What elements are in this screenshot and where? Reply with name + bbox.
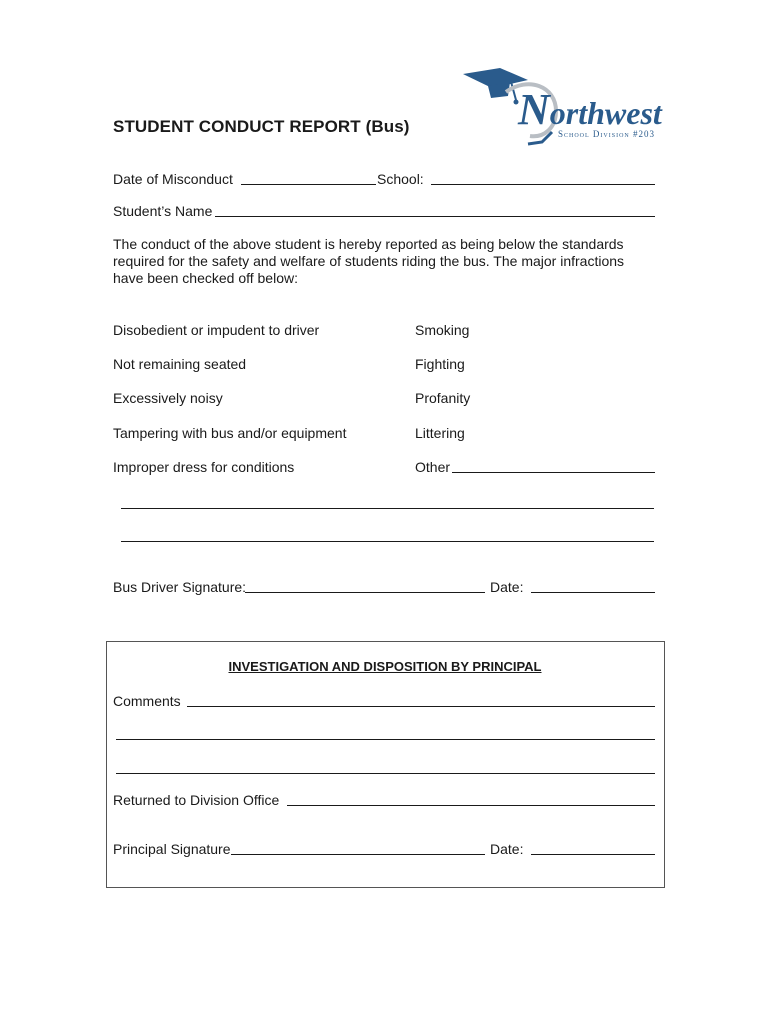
- comments-line[interactable]: [116, 739, 655, 740]
- school-label: School:: [377, 171, 424, 187]
- principal-section-title: INVESTIGATION AND DISPOSITION BY PRINCIPAL: [228, 659, 542, 674]
- student-name-label: Student’s Name: [113, 203, 213, 219]
- other-infraction-field[interactable]: [452, 472, 655, 473]
- infraction-item[interactable]: Smoking: [415, 322, 470, 338]
- principal-signature-label: Principal Signature: [113, 841, 231, 857]
- infraction-item[interactable]: Littering: [415, 425, 465, 441]
- date-of-misconduct-label: Date of Misconduct: [113, 171, 233, 187]
- principal-date-field[interactable]: [531, 854, 655, 855]
- comments-line[interactable]: [116, 773, 655, 774]
- driver-signature-field[interactable]: [245, 592, 485, 593]
- comments-label: Comments: [113, 693, 181, 709]
- instructions-paragraph: The conduct of the above student is hereby reported as being below the standards required for the safety and welfare of students riding the bus. The major infractions have been checked off below:: [113, 236, 625, 286]
- infraction-item[interactable]: Excessively noisy: [113, 390, 223, 406]
- infraction-item[interactable]: Disobedient or impudent to driver: [113, 322, 320, 338]
- infraction-item-other[interactable]: Other: [415, 459, 451, 475]
- logo-wordmark-rest: orthwest: [549, 95, 662, 131]
- principal-date-label: Date:: [490, 841, 524, 857]
- infraction-item[interactable]: Not remaining seated: [113, 356, 247, 372]
- infraction-item[interactable]: Fighting: [415, 356, 465, 372]
- school-field[interactable]: [431, 184, 655, 185]
- returned-to-division-label: Returned to Division Office: [113, 792, 280, 808]
- infraction-item[interactable]: Profanity: [415, 390, 471, 406]
- driver-signature-label: Bus Driver Signature:: [113, 579, 247, 595]
- driver-date-field[interactable]: [531, 592, 655, 593]
- comments-field[interactable]: [187, 706, 655, 707]
- logo-wordmark-initial: N: [518, 85, 550, 134]
- notes-line[interactable]: [121, 508, 654, 509]
- principal-signature-field[interactable]: [231, 854, 485, 855]
- date-of-misconduct-field[interactable]: [241, 184, 376, 185]
- notes-line[interactable]: [121, 541, 654, 542]
- infraction-item[interactable]: Improper dress for conditions: [113, 459, 295, 475]
- returned-to-division-field[interactable]: [287, 805, 655, 806]
- logo-subtitle: School Division #203: [558, 129, 656, 139]
- northwest-logo: [458, 66, 683, 146]
- student-name-field[interactable]: [215, 216, 655, 217]
- page-title: STUDENT CONDUCT REPORT (Bus): [113, 117, 410, 136]
- driver-date-label: Date:: [490, 579, 524, 595]
- logo-wordmark: [518, 84, 662, 135]
- infraction-item[interactable]: Tampering with bus and/or equipment: [113, 425, 347, 441]
